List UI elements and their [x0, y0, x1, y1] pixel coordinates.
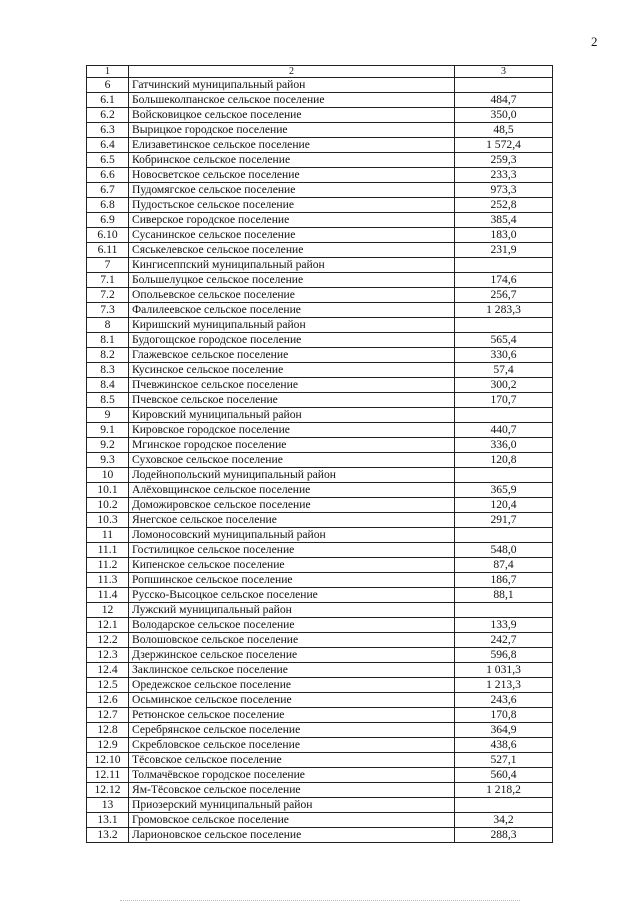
row-name: Ларионовское сельское поселение — [129, 828, 455, 843]
row-value: 183,0 — [455, 228, 553, 243]
row-name: Осьминское сельское поселение — [129, 693, 455, 708]
row-name: Кусинское сельское поселение — [129, 363, 455, 378]
row-number: 12.1 — [87, 618, 129, 633]
row-name: Гостилицкое сельское поселение — [129, 543, 455, 558]
row-value: 259,3 — [455, 153, 553, 168]
row-number: 9.2 — [87, 438, 129, 453]
row-name: Скребловское сельское поселение — [129, 738, 455, 753]
table-row — [87, 753, 553, 768]
row-value: 300,2 — [455, 378, 553, 393]
header-col-2: 2 — [129, 66, 455, 78]
table-row — [87, 228, 553, 243]
table-row — [87, 333, 553, 348]
row-number: 12.10 — [87, 753, 129, 768]
row-value — [455, 468, 553, 483]
table-row — [87, 513, 553, 528]
row-value: 170,8 — [455, 708, 553, 723]
row-number: 12.3 — [87, 648, 129, 663]
row-value: 186,7 — [455, 573, 553, 588]
row-name: Заклинское сельское поселение — [129, 663, 455, 678]
row-value: 438,6 — [455, 738, 553, 753]
table-row — [87, 408, 553, 423]
row-name: Киришский муниципальный район — [129, 318, 455, 333]
table-row — [87, 348, 553, 363]
row-name: Будогощское городское поселение — [129, 333, 455, 348]
table-row — [87, 738, 553, 753]
row-value: 484,7 — [455, 93, 553, 108]
row-number: 9.1 — [87, 423, 129, 438]
row-name: Глажевское сельское поселение — [129, 348, 455, 363]
row-value — [455, 258, 553, 273]
row-value: 973,3 — [455, 183, 553, 198]
table-row — [87, 198, 553, 213]
row-number: 8.2 — [87, 348, 129, 363]
row-name: Лодейнопольский муниципальный район — [129, 468, 455, 483]
row-number: 7.3 — [87, 303, 129, 318]
row-name: Оредежское сельское поселение — [129, 678, 455, 693]
table-row — [87, 153, 553, 168]
row-value: 120,8 — [455, 453, 553, 468]
row-number: 11.4 — [87, 588, 129, 603]
row-name: Волошовское сельское поселение — [129, 633, 455, 648]
row-name: Фалилеевское сельское поселение — [129, 303, 455, 318]
row-number: 13 — [87, 798, 129, 813]
table-row — [87, 663, 553, 678]
row-value: 242,7 — [455, 633, 553, 648]
row-name: Сяськелевское сельское поселение — [129, 243, 455, 258]
row-number: 6.6 — [87, 168, 129, 183]
row-number: 11.1 — [87, 543, 129, 558]
row-number: 6.2 — [87, 108, 129, 123]
row-value: 336,0 — [455, 438, 553, 453]
row-value: 88,1 — [455, 588, 553, 603]
row-name: Толмачёвское городское поселение — [129, 768, 455, 783]
row-number: 11.2 — [87, 558, 129, 573]
row-name: Войсковицкое сельское поселение — [129, 108, 455, 123]
row-number: 6.8 — [87, 198, 129, 213]
row-name: Ломоносовский муниципальный район — [129, 528, 455, 543]
row-number: 8.4 — [87, 378, 129, 393]
row-name: Громовское сельское поселение — [129, 813, 455, 828]
row-number: 12.4 — [87, 663, 129, 678]
table-row — [87, 273, 553, 288]
row-number: 6.1 — [87, 93, 129, 108]
row-value: 231,9 — [455, 243, 553, 258]
table-row — [87, 168, 553, 183]
row-name: Лужский муниципальный район — [129, 603, 455, 618]
row-number: 10.1 — [87, 483, 129, 498]
row-value — [455, 528, 553, 543]
row-number: 12.9 — [87, 738, 129, 753]
table-row — [87, 453, 553, 468]
row-name: Пудостьское сельское поселение — [129, 198, 455, 213]
table-row — [87, 378, 553, 393]
row-number: 12 — [87, 603, 129, 618]
row-name: Сиверское городское поселение — [129, 213, 455, 228]
page-bottom-rule — [120, 900, 520, 901]
row-name: Янегское сельское поселение — [129, 513, 455, 528]
row-name: Опольевское сельское поселение — [129, 288, 455, 303]
row-number: 6 — [87, 78, 129, 93]
row-number: 6.9 — [87, 213, 129, 228]
row-number: 12.11 — [87, 768, 129, 783]
row-name: Новосветское сельское поселение — [129, 168, 455, 183]
table-row — [87, 93, 553, 108]
row-value: 1 283,3 — [455, 303, 553, 318]
row-value: 560,4 — [455, 768, 553, 783]
row-value: 364,9 — [455, 723, 553, 738]
row-name: Доможировское сельское поселение — [129, 498, 455, 513]
row-value: 243,6 — [455, 693, 553, 708]
row-number: 12.7 — [87, 708, 129, 723]
table-row — [87, 108, 553, 123]
row-number: 7.2 — [87, 288, 129, 303]
table-row — [87, 528, 553, 543]
table-row — [87, 783, 553, 798]
row-number: 8.1 — [87, 333, 129, 348]
row-number: 13.1 — [87, 813, 129, 828]
table-row — [87, 543, 553, 558]
row-number: 12.8 — [87, 723, 129, 738]
table-row — [87, 258, 553, 273]
row-number: 6.5 — [87, 153, 129, 168]
row-name: Кипенское сельское поселение — [129, 558, 455, 573]
row-number: 6.11 — [87, 243, 129, 258]
row-value: 1 572,4 — [455, 138, 553, 153]
row-name: Серебрянское сельское поселение — [129, 723, 455, 738]
row-number: 7 — [87, 258, 129, 273]
table-row — [87, 813, 553, 828]
table-row — [87, 798, 553, 813]
row-number: 8.5 — [87, 393, 129, 408]
header-col-1: 1 — [87, 66, 129, 78]
row-name: Кингисеппский муниципальный район — [129, 258, 455, 273]
table-row — [87, 423, 553, 438]
table-row — [87, 588, 553, 603]
row-name: Кировский муниципальный район — [129, 408, 455, 423]
table-row — [87, 648, 553, 663]
row-value — [455, 408, 553, 423]
table-row — [87, 468, 553, 483]
row-value: 596,8 — [455, 648, 553, 663]
row-value: 256,7 — [455, 288, 553, 303]
row-name: Мгинское городское поселение — [129, 438, 455, 453]
table-row — [87, 618, 553, 633]
row-value: 565,4 — [455, 333, 553, 348]
row-number: 12.2 — [87, 633, 129, 648]
table-row — [87, 303, 553, 318]
row-name: Пудомягское сельское поселение — [129, 183, 455, 198]
row-value: 57,4 — [455, 363, 553, 378]
row-name: Вырицкое городское поселение — [129, 123, 455, 138]
row-name: Володарское сельское поселение — [129, 618, 455, 633]
row-number: 10 — [87, 468, 129, 483]
table-row — [87, 213, 553, 228]
row-name: Большеколпанское сельское поселение — [129, 93, 455, 108]
table-row — [87, 483, 553, 498]
row-value: 291,7 — [455, 513, 553, 528]
table-row — [87, 138, 553, 153]
table-row — [87, 723, 553, 738]
table-row — [87, 393, 553, 408]
row-value: 48,5 — [455, 123, 553, 138]
table-row — [87, 498, 553, 513]
table-row — [87, 288, 553, 303]
table-row — [87, 693, 553, 708]
row-value — [455, 78, 553, 93]
row-value: 133,9 — [455, 618, 553, 633]
table-row — [87, 603, 553, 618]
row-value: 170,7 — [455, 393, 553, 408]
row-value: 120,4 — [455, 498, 553, 513]
row-name: Тёсовское сельское поселение — [129, 753, 455, 768]
row-number: 6.10 — [87, 228, 129, 243]
table-row — [87, 573, 553, 588]
row-value: 1 213,3 — [455, 678, 553, 693]
table-row — [87, 243, 553, 258]
row-name: Приозерский муниципальный район — [129, 798, 455, 813]
header-col-3: 3 — [455, 66, 553, 78]
table-row — [87, 768, 553, 783]
row-name: Дзержинское сельское поселение — [129, 648, 455, 663]
row-number: 10.2 — [87, 498, 129, 513]
row-value: 527,1 — [455, 753, 553, 768]
table-row — [87, 678, 553, 693]
row-value: 440,7 — [455, 423, 553, 438]
row-value: 34,2 — [455, 813, 553, 828]
row-name: Русско-Высоцкое сельское поселение — [129, 588, 455, 603]
table-row — [87, 183, 553, 198]
table-row — [87, 633, 553, 648]
row-number: 10.3 — [87, 513, 129, 528]
row-number: 8.3 — [87, 363, 129, 378]
row-value: 330,6 — [455, 348, 553, 363]
row-value: 385,4 — [455, 213, 553, 228]
row-name: Ям-Тёсовское сельское поселение — [129, 783, 455, 798]
row-value — [455, 798, 553, 813]
row-value: 548,0 — [455, 543, 553, 558]
table-header-row — [87, 66, 553, 78]
row-name: Ретюнское сельское поселение — [129, 708, 455, 723]
row-name: Пчевское сельское поселение — [129, 393, 455, 408]
row-name: Гатчинский муниципальный район — [129, 78, 455, 93]
row-number: 12.12 — [87, 783, 129, 798]
row-name: Кобринское сельское поселение — [129, 153, 455, 168]
row-name: Ропшинское сельское поселение — [129, 573, 455, 588]
table-row — [87, 78, 553, 93]
row-value: 233,3 — [455, 168, 553, 183]
table-row — [87, 363, 553, 378]
row-number: 8 — [87, 318, 129, 333]
row-number: 6.4 — [87, 138, 129, 153]
row-value: 350,0 — [455, 108, 553, 123]
table-row — [87, 828, 553, 843]
table-row — [87, 438, 553, 453]
row-number: 9 — [87, 408, 129, 423]
row-number: 12.6 — [87, 693, 129, 708]
row-name: Большелуцкое сельское поселение — [129, 273, 455, 288]
row-number: 12.5 — [87, 678, 129, 693]
row-number: 13.2 — [87, 828, 129, 843]
row-value — [455, 318, 553, 333]
row-value: 365,9 — [455, 483, 553, 498]
row-value: 1 031,3 — [455, 663, 553, 678]
row-number: 6.7 — [87, 183, 129, 198]
row-value: 87,4 — [455, 558, 553, 573]
row-number: 11.3 — [87, 573, 129, 588]
row-name: Пчевжинское сельское поселение — [129, 378, 455, 393]
row-value: 1 218,2 — [455, 783, 553, 798]
row-number: 9.3 — [87, 453, 129, 468]
row-value: 174,6 — [455, 273, 553, 288]
table-row — [87, 318, 553, 333]
table-row — [87, 123, 553, 138]
row-name: Алёховщинское сельское поселение — [129, 483, 455, 498]
page-number: 2 — [591, 34, 598, 49]
table-row — [87, 708, 553, 723]
row-number: 11 — [87, 528, 129, 543]
row-name: Елизаветинское сельское поселение — [129, 138, 455, 153]
table-row — [87, 558, 553, 573]
row-name: Сусанинское сельское поселение — [129, 228, 455, 243]
row-number: 7.1 — [87, 273, 129, 288]
data-table — [86, 65, 553, 843]
row-value — [455, 603, 553, 618]
row-name: Кировское городское поселение — [129, 423, 455, 438]
row-name: Суховское сельское поселение — [129, 453, 455, 468]
row-value: 252,8 — [455, 198, 553, 213]
row-number: 6.3 — [87, 123, 129, 138]
row-value: 288,3 — [455, 828, 553, 843]
